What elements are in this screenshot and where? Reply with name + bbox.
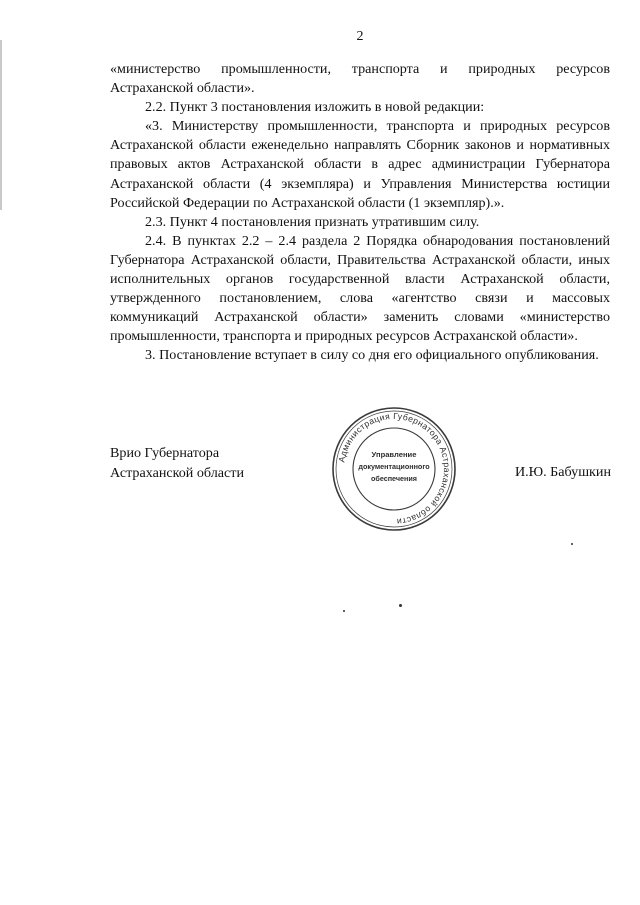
paragraph-2-2: 2.2. Пункт 3 постановления изложить в новой редакции: [145, 99, 485, 116]
scan-margin-mark [0, 40, 2, 210]
official-seal-stamp [330, 405, 458, 533]
paragraph-2-4: 2.4. В пунктах 2.2 – 2.4 раздела 2 Порядка обнародования постановлений Губернатора Астраханской области, Правительства Астраханской области, иных исполнительных органов государственной власти Астраханской области, утвержденного постановлением, слова «агентство связи и массовых коммуникаций Астраханской области» заменить словами «министерство промышленности, транспорта и природных ресурсов Астраханской области». [110, 232, 610, 345]
signatory-title-line-1: Врио Губернатора [110, 445, 220, 461]
scan-speck [399, 604, 402, 607]
seal-inner-line-2: документационного [358, 462, 430, 471]
seal-inner-line-1: Управление [371, 450, 417, 459]
seal-inner-line-3: обеспечения [370, 474, 418, 483]
scan-speck [343, 610, 345, 612]
paragraph-3: 3. Постановление вступает в силу со дня его официального опубликования. [145, 347, 599, 364]
signatory-title [110, 444, 244, 483]
page-number: 2 [356, 29, 364, 44]
seal-outer-text: Администрация Губернатора Астраханской области [336, 410, 453, 527]
scan-speck [571, 543, 573, 545]
paragraph-continuation: «министерство промышленности, транспорта и природных ресурсов Астраханской области». [110, 61, 610, 97]
paragraph-2-3: 2.3. Пункт 4 постановления признать утратившим силу. [145, 213, 480, 230]
signatory-name: И.Ю. Бабушкин [514, 464, 611, 480]
paragraph-quoted-item-3: «3. Министерству промышленности, транспорта и природных ресурсов Астраханской области еженедельно направлять Сборник законов и нормативных правовых актов Астраханской области в адрес администрации Губернатора Астраханской области (4 экземпляра) и Управления Министерства юстиции Российской Федерации по Астраханской области (1 экземпляр).». [110, 118, 610, 211]
document-body [110, 60, 610, 366]
signatory-title-line-2: Астраханской области [110, 464, 244, 481]
